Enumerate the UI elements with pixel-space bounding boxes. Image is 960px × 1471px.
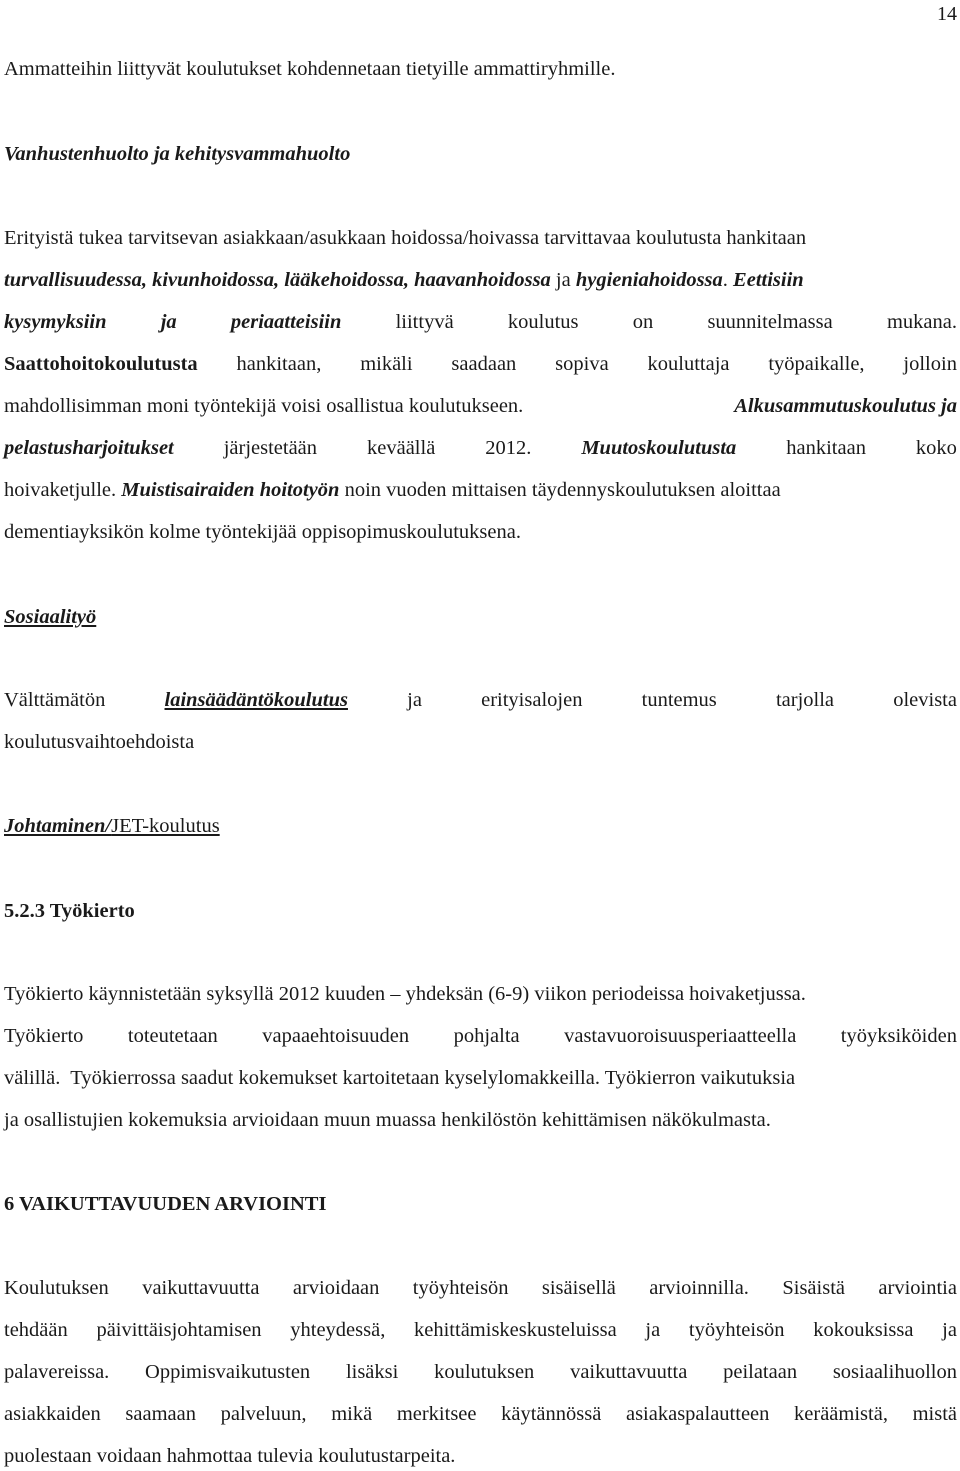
- tyokierto-line-4: ja osallistujien kokemuksia arvioidaan muun muassa henkilöstön kehittämisen näkökulmasta.: [4, 1109, 771, 1131]
- vanhus-line-6: pelastusharjoitukset järjestetään keväällä 2012. Muutoskoulutusta hankitaan koko: [4, 437, 957, 459]
- vaikuttavuus-line-5: puolestaan voidaan hahmottaa tulevia koulutustarpeita.: [4, 1445, 456, 1467]
- intro-paragraph: Ammatteihin liittyvät koulutukset kohdennetaan tietyille ammattiryhmille.: [4, 58, 616, 80]
- section-heading-vanhustenhuolto: Vanhustenhuolto ja kehitysvammahuolto: [4, 143, 351, 165]
- sosiaali-line-2: koulutusvaihtoehdoista: [4, 731, 195, 753]
- vanhus-line-3: kysymyksiin ja periaatteisiin liittyvä koulutus on suunnitelmassa mukana.: [4, 311, 957, 333]
- vanhus-line-4: Saattohoitokoulutusta hankitaan, mikäli saadaan sopiva kouluttaja työpaikalle, jolloin: [4, 353, 957, 375]
- tyokierto-line-2: Työkierto toteutetaan vapaaehtoisuuden pohjalta vastavuoroisuusperiaatteella työyksiköiden: [4, 1025, 957, 1047]
- section-heading-tyokierto: 5.2.3 Työkierto: [4, 900, 135, 922]
- vanhus-line-2: turvallisuudessa, kivunhoidossa, lääkehoidossa, haavanhoidossa ja hygieniahoidossa. Eettisiin: [4, 269, 804, 291]
- vanhus-line-5: mahdollisimman moni työntekijä voisi osallistua koulutukseen. Alkusammutuskoulutus ja: [4, 395, 957, 417]
- vaikuttavuus-line-2: tehdään päivittäisjohtamisen yhteydessä, kehittämiskeskusteluissa ja työyhteisön kokouksissa ja: [4, 1319, 957, 1341]
- vaikuttavuus-line-4: asiakkaiden saamaan palveluun, mikä merkitsee käytännössä asiakaspalautteen keräämistä, mistä: [4, 1403, 957, 1425]
- vaikuttavuus-line-1: Koulutuksen vaikuttavuutta arvioidaan työyhteisön sisäisellä arvioinnilla. Sisäistä arviointia: [4, 1277, 957, 1299]
- section-heading-sosiaalityo: Sosiaalityö: [4, 606, 97, 628]
- tyokierto-line-3: välillä. Työkierrossa saadut kokemukset kartoitetaan kyselylomakkeilla. Työkierron vaikutuksia: [4, 1067, 796, 1089]
- vanhus-line-1: Erityistä tukea tarvitsevan asiakkaan/asukkaan hoidossa/hoivassa tarvittavaa koulutusta hankitaan: [4, 227, 807, 249]
- page-number: 14: [937, 3, 957, 25]
- vanhus-line-7: hoivaketjulle. Muistisairaiden hoitotyön noin vuoden mittaisen täydennyskoulutuksen aloittaa: [4, 479, 781, 501]
- sosiaali-line-1: Välttämätön lainsäädäntökoulutus ja erityisalojen tuntemus tarjolla olevista: [4, 689, 957, 711]
- tyokierto-line-1: Työkierto käynnistetään syksyllä 2012 kuuden – yhdeksän (6-9) viikon periodeissa hoivaketjussa.: [4, 983, 806, 1005]
- section-heading-vaikuttavuus: 6 VAIKUTTAVUUDEN ARVIOINTI: [4, 1193, 327, 1215]
- section-heading-johtaminen: Johtaminen/JET-koulutus: [4, 815, 220, 837]
- vanhus-line-8: dementiayksikön kolme työntekijää oppisopimuskoulutuksena.: [4, 521, 521, 543]
- vaikuttavuus-line-3: palavereissa. Oppimisvaikutusten lisäksi koulutuksen vaikuttavuutta peilataan sosiaalihuollon: [4, 1361, 957, 1383]
